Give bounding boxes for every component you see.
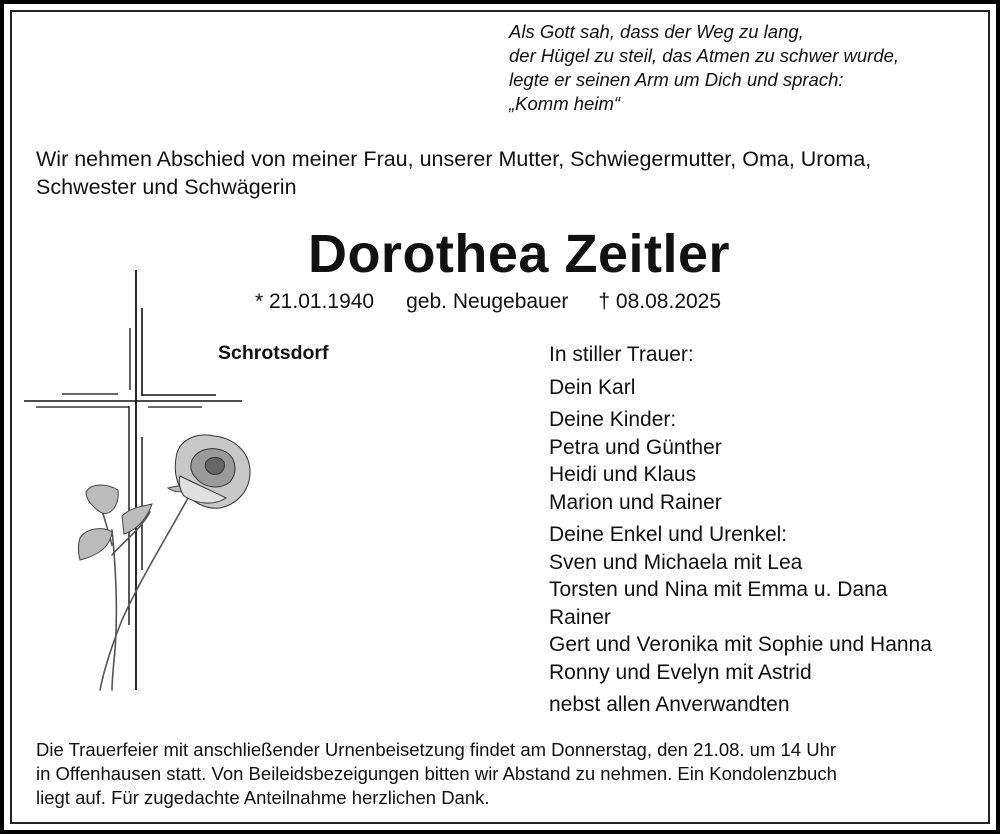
intro-line: Wir nehmen Abschied von meiner Frau, unserer Mutter, Schwiegermutter, Oma, Uroma, (36, 147, 872, 171)
poem-line: der Hügel zu steil, das Atmen zu schwer wurde, (509, 45, 900, 66)
intro-line: Schwester und Schwägerin (36, 175, 297, 199)
funeral-info (36, 738, 837, 810)
funeral-info-line: Die Trauerfeier mit anschließender Urnenbeisetzung findet am Donnerstag, den 21.08. um 14 Uhr (36, 739, 837, 760)
poem (509, 20, 899, 116)
deceased-name: Dorothea Zeitler (307, 224, 731, 284)
mourner-line: Sven und Michaela mit Lea (549, 550, 803, 574)
mourner-line: Rainer (549, 605, 611, 629)
birth-date: * 21.01.1940 (255, 290, 375, 313)
mourner-line: Heidi und Klaus (549, 463, 697, 486)
farewell-intro (36, 145, 871, 201)
mourners-group-relatives (549, 691, 932, 719)
hometown: Schrotsdorf (218, 342, 329, 364)
maiden-name: geb. Neugebauer (406, 290, 569, 313)
mourner-line: In stiller Trauer: (549, 343, 694, 366)
mourners-group-children (549, 406, 932, 516)
mourners-group-header (549, 341, 932, 369)
funeral-info-line: in Offenhausen statt. Von Beileidsbezeigungen bitten wir Abstand zu nehmen. Ein Kondolenzbuch (36, 763, 837, 784)
poem-line: legte er seinen Arm um Dich und sprach: (509, 69, 844, 90)
mourner-line: Petra und Günther (549, 435, 722, 459)
mourner-line: Marion und Rainer (549, 490, 722, 514)
mourner-line: Deine Kinder: (549, 408, 677, 431)
mourner-line: nebst allen Anverwandten (549, 693, 790, 716)
mourners-group-spouse (549, 374, 932, 402)
mourner-line: Deine Enkel und Urenkel: (549, 523, 788, 546)
funeral-info-line: liegt auf. Für zugedachte Anteilnahme herzlichen Dank. (36, 787, 490, 808)
mourner-line: Dein Karl (549, 375, 636, 399)
mourner-line: Ronny und Evelyn mit Astrid (549, 660, 812, 684)
mourner-line: Torsten und Nina mit Emma u. Dana (549, 578, 888, 601)
mourners-list (549, 341, 932, 724)
mourner-line: Gert und Veronika mit Sophie und Hanna (549, 633, 932, 656)
mourners-group-grandchildren (549, 521, 932, 686)
poem-line: „Komm heim“ (509, 93, 621, 114)
poem-line: Als Gott sah, dass der Weg zu lang, (509, 21, 804, 42)
death-date: † 08.08.2025 (598, 290, 722, 313)
life-dates (255, 287, 721, 317)
